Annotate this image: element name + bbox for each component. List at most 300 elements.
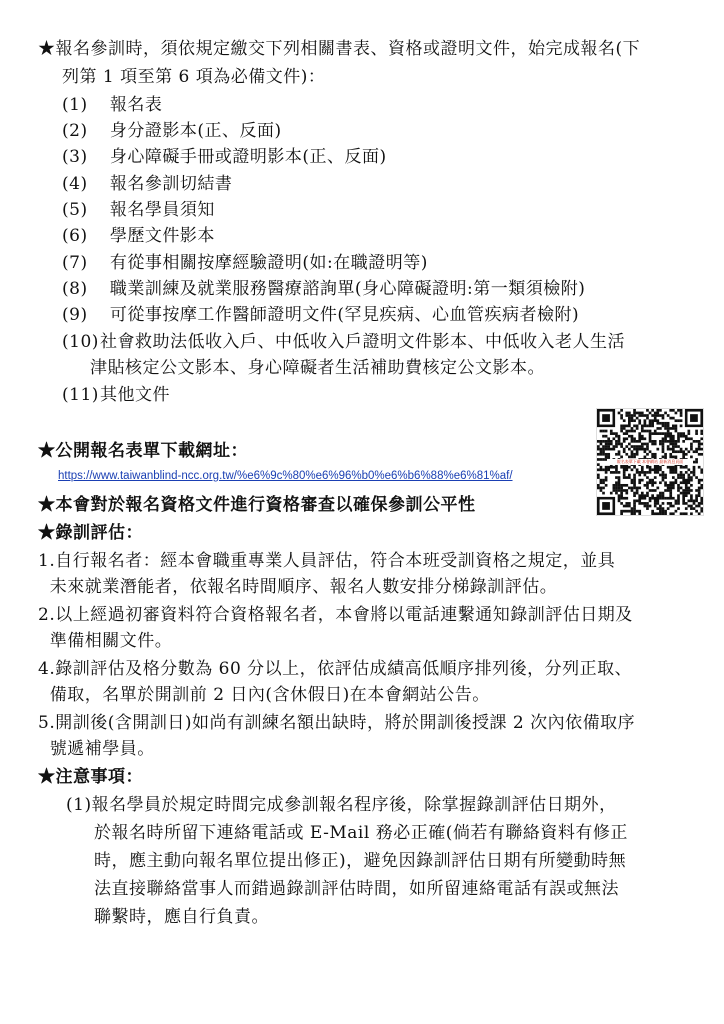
qr-module xyxy=(610,466,613,469)
list-item: (7) 有從事相關按摩經驗證明(如:在職證明等) xyxy=(62,253,428,273)
qr-module xyxy=(623,425,626,428)
qr-module xyxy=(695,499,698,502)
qr-module xyxy=(669,487,672,490)
qr-module xyxy=(685,487,688,490)
qr-module xyxy=(625,445,628,448)
qr-module xyxy=(675,510,678,513)
qr-module xyxy=(656,512,659,515)
qr-module xyxy=(649,499,652,502)
qr-module xyxy=(682,474,685,477)
qr-module xyxy=(693,450,696,453)
qr-module xyxy=(687,489,690,492)
qr-module xyxy=(641,445,644,448)
qr-module xyxy=(625,468,628,471)
qr-module xyxy=(656,487,659,490)
qr-module xyxy=(680,414,683,417)
qr-module xyxy=(667,497,670,500)
qr-module xyxy=(644,505,647,508)
qr-module xyxy=(693,440,696,443)
qr-module xyxy=(628,417,631,420)
qr-module xyxy=(597,476,600,479)
qr-module xyxy=(615,445,618,448)
qr-module xyxy=(633,512,636,515)
qr-module xyxy=(659,510,662,513)
qr-module xyxy=(613,448,616,451)
qr-module xyxy=(669,497,672,500)
evaluation-heading: ★錄訓評估： xyxy=(38,523,143,543)
notes-line: 於報名時所留下連絡電話或 E-Mail 務必正確(倘若有聯絡資料有修正 xyxy=(94,823,628,843)
qr-module xyxy=(623,448,626,451)
qr-module xyxy=(669,481,672,484)
qr-module xyxy=(605,468,608,471)
qr-module xyxy=(631,489,634,492)
qr-module xyxy=(687,487,690,490)
qr-module xyxy=(682,502,685,505)
qr-module xyxy=(690,512,693,515)
qr-module xyxy=(651,443,654,446)
qr-module xyxy=(662,448,665,451)
qr-module xyxy=(700,430,703,433)
qr-module xyxy=(682,440,685,443)
qr-module xyxy=(682,453,685,456)
qr-module xyxy=(633,448,636,451)
qr-module xyxy=(623,476,626,479)
qr-module xyxy=(605,479,608,482)
qr-module xyxy=(623,505,626,508)
qr-module xyxy=(649,479,652,482)
qr-module xyxy=(685,502,688,505)
qr-module xyxy=(659,414,662,417)
qr-module xyxy=(656,471,659,474)
qr-module xyxy=(662,474,665,477)
qr-module xyxy=(636,427,639,430)
qr-module xyxy=(633,499,636,502)
qr-module xyxy=(649,432,652,435)
qr-module xyxy=(646,425,649,428)
qr-module xyxy=(625,425,628,428)
qr-module xyxy=(680,471,683,474)
qr-module xyxy=(677,502,680,505)
qr-module xyxy=(672,466,675,469)
qr-module xyxy=(605,448,608,451)
qr-module xyxy=(636,417,639,420)
qr-module xyxy=(659,481,662,484)
qr-module xyxy=(700,499,703,502)
qr-module xyxy=(623,484,626,487)
qr-module xyxy=(690,484,693,487)
qr-module xyxy=(654,505,657,508)
qr-module xyxy=(644,450,647,453)
qr-module xyxy=(636,440,639,443)
qr-module xyxy=(615,468,618,471)
qr-module xyxy=(654,471,657,474)
qr-module xyxy=(664,476,667,479)
qr-module xyxy=(659,512,662,515)
qr-module xyxy=(638,437,641,440)
qr-module xyxy=(698,512,701,515)
qr-module xyxy=(700,502,703,505)
qr-module xyxy=(669,512,672,515)
qr-module xyxy=(615,466,618,469)
list-item: (3) 身心障礙手冊或證明影本(正、反面) xyxy=(62,147,387,167)
qr-module xyxy=(628,474,631,477)
qr-module xyxy=(664,427,667,430)
qr-module xyxy=(687,432,690,435)
qr-module xyxy=(618,484,621,487)
qr-module xyxy=(633,409,636,412)
qr-module xyxy=(644,425,647,428)
qr-module xyxy=(638,512,641,515)
qr-module xyxy=(649,468,652,471)
qr-module xyxy=(602,430,605,433)
qr-module xyxy=(649,489,652,492)
qr-module xyxy=(672,481,675,484)
qr-module xyxy=(615,471,618,474)
qr-module xyxy=(654,468,657,471)
qr-module xyxy=(613,484,616,487)
qr-module xyxy=(664,412,667,415)
evaluation-line: 5.開訓後(含開訓日)如尚有訓練名額出缺時，將於開訓後授課 2 次內依備取序 xyxy=(38,713,636,733)
qr-module xyxy=(662,432,665,435)
qr-module xyxy=(641,412,644,415)
qr-module xyxy=(669,471,672,474)
qr-module xyxy=(651,425,654,428)
qr-module xyxy=(654,466,657,469)
qr-module xyxy=(625,412,628,415)
qr-module xyxy=(602,445,605,448)
qr-module xyxy=(669,432,672,435)
qr-module xyxy=(623,440,626,443)
qr-module xyxy=(695,489,698,492)
qr-module xyxy=(651,422,654,425)
qr-module xyxy=(651,484,654,487)
qr-module xyxy=(672,450,675,453)
qr-module xyxy=(615,484,618,487)
qr-module xyxy=(633,476,636,479)
qr-module xyxy=(607,437,610,440)
qr-module xyxy=(646,471,649,474)
qr-module xyxy=(654,456,657,459)
qr-module xyxy=(693,499,696,502)
qr-module xyxy=(680,425,683,428)
notes-line: 法直接聯絡當事人而錯過錄訓評估時間，如所留連絡電話有誤或無法 xyxy=(94,879,619,899)
qr-module xyxy=(597,484,600,487)
qr-module xyxy=(605,471,608,474)
qr-module xyxy=(631,427,634,430)
qr-module xyxy=(682,450,685,453)
qr-module xyxy=(690,499,693,502)
qr-module xyxy=(698,445,701,448)
qr-module xyxy=(641,443,644,446)
qr-module xyxy=(623,450,626,453)
qr-module xyxy=(687,437,690,440)
qr-module xyxy=(615,476,618,479)
qr-module xyxy=(615,432,618,435)
qr-module xyxy=(654,412,657,415)
qr-module xyxy=(687,499,690,502)
qr-module xyxy=(656,507,659,510)
qr-module xyxy=(638,510,641,513)
qr-module xyxy=(623,419,626,422)
qr-module xyxy=(656,432,659,435)
qr-module xyxy=(664,456,667,459)
qr-module xyxy=(664,432,667,435)
qr-module xyxy=(682,456,685,459)
qr-module xyxy=(649,430,652,433)
qr-module xyxy=(615,443,618,446)
qr-module xyxy=(607,443,610,446)
qr-module xyxy=(620,512,623,515)
evaluation-line: 未來就業潛能者，依報名時間順序、報名人數安排分梯錄訓評估。 xyxy=(38,577,558,597)
qr-module xyxy=(693,474,696,477)
qr-module xyxy=(695,440,698,443)
qr-module xyxy=(649,419,652,422)
qr-module xyxy=(682,494,685,497)
qr-module xyxy=(690,479,693,482)
qr-module xyxy=(669,468,672,471)
qr-module xyxy=(682,476,685,479)
qr-module xyxy=(687,492,690,495)
qr-module xyxy=(644,471,647,474)
qr-module xyxy=(607,448,610,451)
qr-module xyxy=(628,443,631,446)
qr-module xyxy=(700,507,703,510)
qr-module xyxy=(651,456,654,459)
qr-module xyxy=(680,432,683,435)
qr-module xyxy=(597,487,600,490)
qr-module xyxy=(698,489,701,492)
qr-module xyxy=(687,430,690,433)
qr-module xyxy=(659,422,662,425)
qr-module xyxy=(620,409,623,412)
list-item: (1) 報名表 xyxy=(62,95,163,115)
qr-module xyxy=(664,510,667,513)
qr-module xyxy=(669,505,672,508)
qr-module xyxy=(675,499,678,502)
qr-module xyxy=(698,494,701,497)
qr-module xyxy=(698,502,701,505)
qr-module xyxy=(644,419,647,422)
qr-module xyxy=(644,456,647,459)
qr-module xyxy=(633,419,636,422)
qr-module xyxy=(625,505,628,508)
qr-module xyxy=(667,466,670,469)
qr-module xyxy=(628,412,631,415)
qr-module xyxy=(644,494,647,497)
qr-module xyxy=(700,468,703,471)
qr-module xyxy=(690,489,693,492)
qr-module xyxy=(682,489,685,492)
qr-module xyxy=(698,440,701,443)
qr-module xyxy=(693,461,696,464)
qr-module xyxy=(633,487,636,490)
qr-module xyxy=(646,414,649,417)
qr-module xyxy=(602,468,605,471)
qr-module xyxy=(654,481,657,484)
qr-module xyxy=(613,471,616,474)
qr-module xyxy=(667,484,670,487)
qr-module xyxy=(677,507,680,510)
qr-module xyxy=(623,466,626,469)
qr-module xyxy=(613,466,616,469)
qr-module xyxy=(610,440,613,443)
qr-module xyxy=(662,497,665,500)
qr-module xyxy=(625,502,628,505)
qr-module xyxy=(600,489,603,492)
qr-module xyxy=(633,466,636,469)
qr-module xyxy=(636,453,639,456)
qr-module xyxy=(685,507,688,510)
qr-module xyxy=(662,502,665,505)
qr-module xyxy=(651,481,654,484)
qr-module xyxy=(672,448,675,451)
qr-module xyxy=(651,479,654,482)
qr-module xyxy=(623,468,626,471)
qr-module xyxy=(680,487,683,490)
qr-module xyxy=(636,448,639,451)
qr-module xyxy=(672,437,675,440)
qr-module xyxy=(669,489,672,492)
qr-module xyxy=(644,437,647,440)
qr-module xyxy=(623,497,626,500)
qr-module xyxy=(602,458,605,461)
qr-module xyxy=(618,440,621,443)
qr-module xyxy=(656,466,659,469)
qr-module xyxy=(672,484,675,487)
qr-module xyxy=(628,419,631,422)
qr-module xyxy=(693,507,696,510)
qr-module xyxy=(654,453,657,456)
qr-module xyxy=(618,412,621,415)
qr-module xyxy=(682,466,685,469)
qr-module xyxy=(618,489,621,492)
qr-module xyxy=(669,440,672,443)
qr-module xyxy=(602,481,605,484)
qr-module xyxy=(638,435,641,438)
qr-module xyxy=(605,476,608,479)
qr-module xyxy=(672,443,675,446)
qr-module xyxy=(654,502,657,505)
qr-module xyxy=(600,450,603,453)
qr-module xyxy=(615,492,618,495)
qr-module xyxy=(625,510,628,513)
qr-module xyxy=(672,425,675,428)
qr-module xyxy=(631,487,634,490)
qr-module xyxy=(672,409,675,412)
qr-module xyxy=(633,494,636,497)
qr-module xyxy=(597,468,600,471)
evaluation-line: 1.自行報名者：經本會職重專業人員評估，符合本班受訓資格之規定，並具 xyxy=(38,551,616,571)
qr-module xyxy=(620,456,623,459)
qr-module xyxy=(680,419,683,422)
qr-module xyxy=(656,497,659,500)
qr-module xyxy=(649,412,652,415)
qr-module xyxy=(631,419,634,422)
evaluation-line: 號遞補學員。 xyxy=(38,739,155,759)
qr-module xyxy=(597,453,600,456)
qr-module xyxy=(664,484,667,487)
qr-module xyxy=(654,476,657,479)
qr-module xyxy=(623,489,626,492)
qr-module xyxy=(646,417,649,420)
qr-module xyxy=(633,425,636,428)
qr-module xyxy=(695,505,698,508)
qr-module xyxy=(641,437,644,440)
qr-module xyxy=(597,445,600,448)
qr-module xyxy=(605,445,608,448)
qr-module xyxy=(597,463,600,466)
qr-module xyxy=(605,456,608,459)
qr-module xyxy=(607,453,610,456)
qr-module xyxy=(631,468,634,471)
qr-module xyxy=(667,502,670,505)
qr-module xyxy=(675,481,678,484)
evaluation-line: 準備相關文件。 xyxy=(38,631,173,651)
qr-module xyxy=(662,422,665,425)
qr-module xyxy=(682,492,685,495)
qr-module xyxy=(631,414,634,417)
qr-module xyxy=(641,430,644,433)
qr-module xyxy=(685,435,688,438)
qr-module xyxy=(646,484,649,487)
qr-module xyxy=(690,497,693,500)
list-item-continuation: 津貼核定公文影本、身心障礙者生活補助費核定公文影本。 xyxy=(90,358,545,378)
qr-module xyxy=(662,479,665,482)
qr-module xyxy=(682,481,685,484)
qr-module xyxy=(685,471,688,474)
qr-module xyxy=(654,414,657,417)
qr-module xyxy=(620,466,623,469)
qr-module xyxy=(659,507,662,510)
qr-module xyxy=(620,492,623,495)
qr-module xyxy=(682,432,685,435)
qr-module xyxy=(628,448,631,451)
qr-caption: 報名表單下載 本會網站 最新消息頁面 xyxy=(607,459,693,465)
qr-module xyxy=(662,425,665,428)
qr-module xyxy=(667,422,670,425)
qr-module xyxy=(654,443,657,446)
qr-module xyxy=(672,427,675,430)
qr-module xyxy=(698,443,701,446)
qr-module xyxy=(677,499,680,502)
review-notice: ★本會對於報名資格文件進行資格審查以確保參訓公平性 xyxy=(38,495,476,515)
qr-module xyxy=(664,489,667,492)
notes-line: 時，應主動向報名單位提出修正)，避免因錄訓評估日期有所變動時無 xyxy=(94,851,627,871)
qr-module xyxy=(687,450,690,453)
qr-module xyxy=(620,502,623,505)
qr-module xyxy=(675,450,678,453)
qr-module xyxy=(610,432,613,435)
qr-module xyxy=(680,412,683,415)
qr-module xyxy=(638,419,641,422)
qr-module xyxy=(638,414,641,417)
qr-module xyxy=(631,512,634,515)
qr-module xyxy=(638,494,641,497)
evaluation-line: 備取，名單於開訓前 2 日內(含休假日)在本會網站公告。 xyxy=(38,685,490,705)
qr-module xyxy=(636,425,639,428)
download-url-link[interactable]: https://www.taiwanblind-ncc.org.tw/%e6%9c%80%e6%96%b0%e6%b6%88%e6%81%af/ xyxy=(58,470,513,482)
qr-module xyxy=(685,437,688,440)
qr-module xyxy=(664,497,667,500)
qr-module xyxy=(638,445,641,448)
qr-module xyxy=(695,510,698,513)
qr-module xyxy=(605,430,608,433)
qr-module xyxy=(638,422,641,425)
qr-module xyxy=(644,502,647,505)
qr-module xyxy=(687,479,690,482)
qr-module xyxy=(636,492,639,495)
qr-module xyxy=(669,453,672,456)
